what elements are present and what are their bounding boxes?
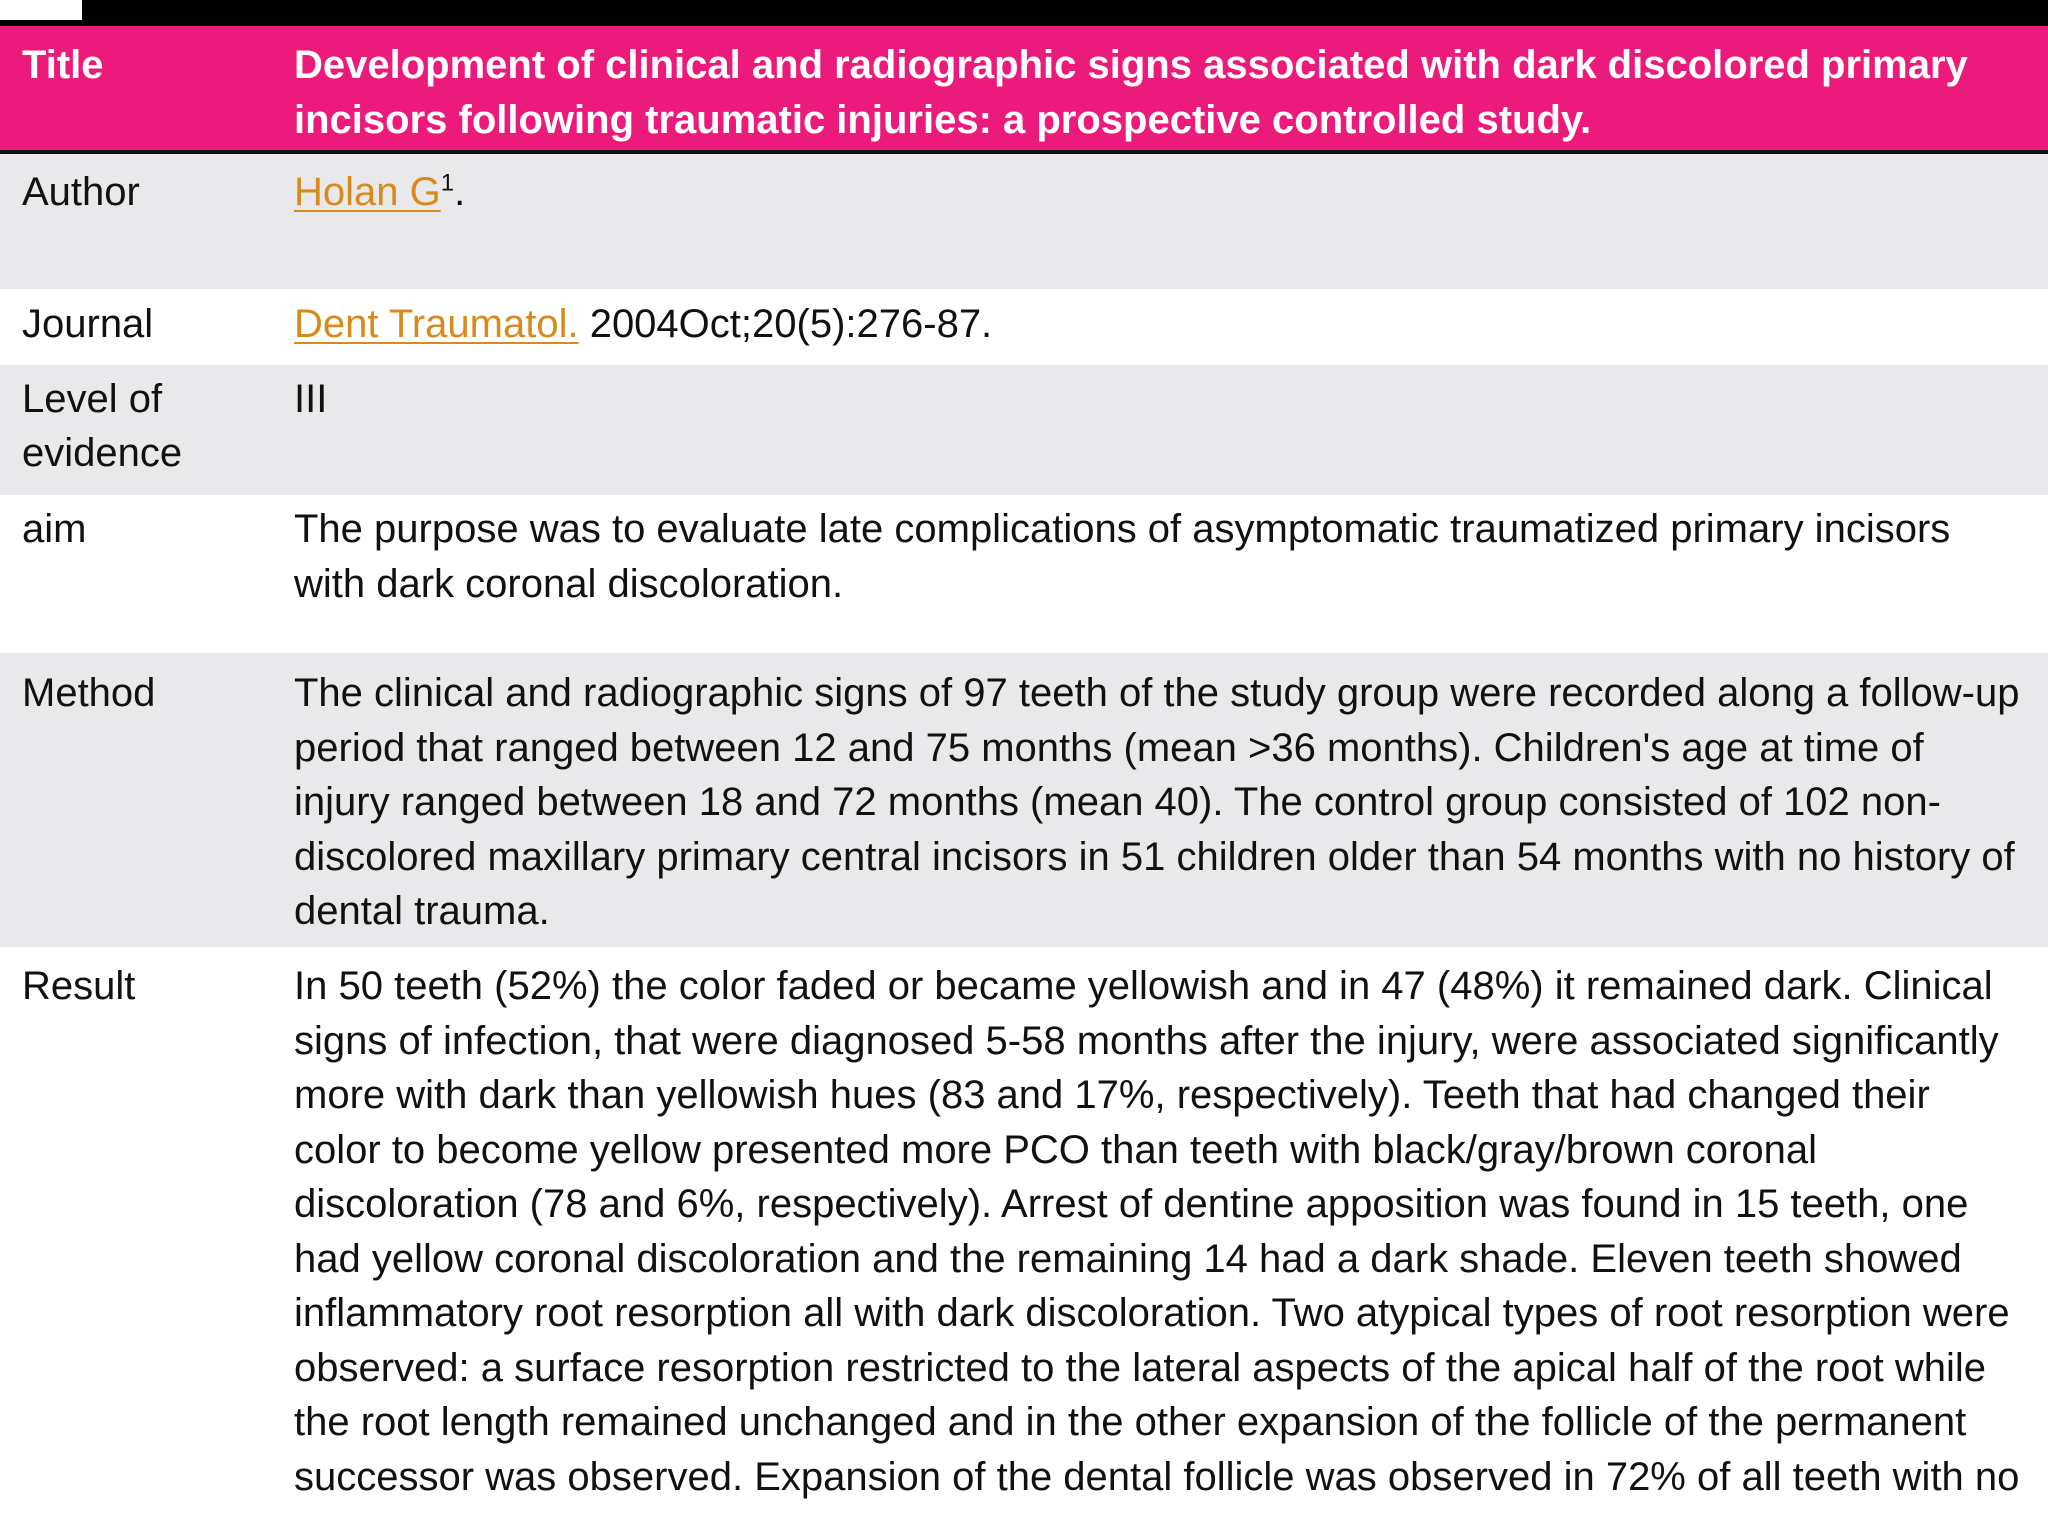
title-value: Development of clinical and radiographic signs associated with dark discolored primary incisors following traumatic injuries: a prospective controlled study. [294, 43, 1968, 142]
author-row [0, 154, 2048, 289]
author-value [294, 165, 2024, 220]
method-label: Method [22, 671, 156, 715]
aim-row [0, 495, 2048, 653]
title-row [0, 26, 2048, 154]
author-link[interactable]: Holan G [294, 170, 441, 214]
top-bar [0, 0, 2048, 26]
author-affiliation-sup: 1 [440, 169, 455, 197]
author-label: Author [22, 170, 140, 214]
journal-link[interactable]: Dent Traumatol. [294, 302, 579, 346]
title-label: Title [22, 43, 104, 87]
journal-citation: 2004Oct;20(5):276-87. [578, 302, 993, 346]
author-suffix: . [454, 170, 466, 214]
result-value: In 50 teeth (52%) the color faded or became yellowish and in 47 (48%) it remained dark. Clinical signs of infection, that were diagnosed 5-58 months after the injury, were associated significantly more with dark than yellowish hues (83 and 17%, respectively). Teeth that had changed their color to become yellow presented more PCO than teeth with black/gray/brown coronal discoloration (78 and 6%, respectively). Arrest of dentine apposition was found in 15 teeth, one had yellow coronal discoloration and the remaining 14 had a dark shade. Eleven teeth showed inflammatory root resorption all with dark discoloration. Two atypical types of root resorption were observed: a surface resorption restricted to the lateral aspects of the apical half of the root while the root length remained unchanged and in the other expansion of the follicle of the permanent successor was observed. Expansion of the dental follicle was observed in 72% of all teeth with no [294, 964, 2020, 1499]
result-label: Result [22, 964, 136, 1008]
method-row [0, 653, 2048, 947]
method-value: The clinical and radiographic signs of 97 teeth of the study group were recorded along a follow-up period that ranged between 12 and 75 months (mean >36 months). Children's age at time of injury ranged between 18 and 72 months (mean 40). The control group consisted of 102 non-discolored maxillary primary central incisors in 51 children older than 54 months with no history of dental trauma. [294, 671, 2020, 933]
result-row [0, 947, 2048, 1536]
journal-row [0, 289, 2048, 365]
journal-label: Journal [22, 302, 154, 346]
top-tab [0, 0, 82, 20]
aim-value: The purpose was to evaluate late complications of asymptomatic traumatized primary incisors with dark coronal discoloration. [294, 507, 1951, 606]
aim-label: aim [22, 507, 87, 551]
journal-value [294, 297, 2024, 352]
level-value: III [294, 377, 328, 421]
level-label: Level of evidence [22, 377, 183, 475]
level-row [0, 365, 2048, 495]
